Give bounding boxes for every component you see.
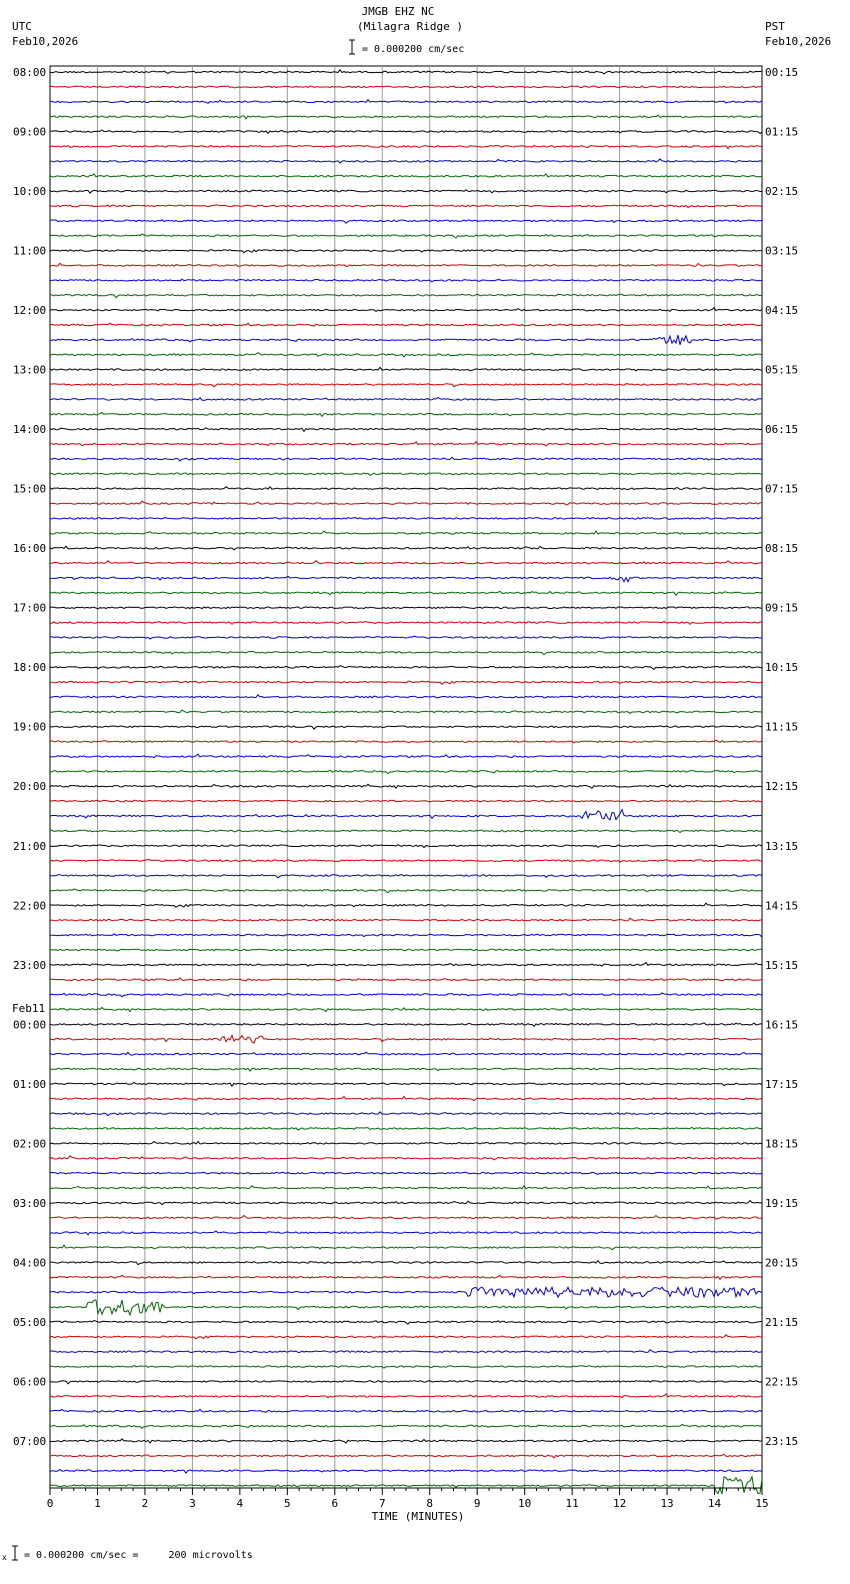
- trace-row-38: [50, 636, 762, 639]
- utc-hour-label: 21:00: [13, 839, 47, 853]
- trace-row-94: [50, 1469, 762, 1473]
- pst-hour-label: 05:15: [765, 363, 799, 377]
- svg-text:x: x: [2, 1553, 7, 1562]
- trace-row-82: [50, 1287, 762, 1297]
- trace-row-50: [50, 810, 762, 820]
- trace-row-63: [50, 1007, 762, 1011]
- trace-row-41: [50, 681, 762, 684]
- trace-row-51: [50, 830, 762, 833]
- trace-row-90: [50, 1409, 762, 1412]
- trace-row-16: [50, 308, 762, 312]
- scale-bar-icon: [349, 40, 355, 54]
- trace-row-79: [50, 1245, 762, 1250]
- x-tick-label: 5: [284, 1497, 291, 1510]
- trace-row-76: [50, 1201, 762, 1205]
- trace-row-77: [50, 1216, 762, 1220]
- pst-hour-label: 08:15: [765, 542, 799, 556]
- utc-hour-label: 07:00: [13, 1434, 47, 1448]
- seismic-traces: [50, 70, 762, 1494]
- pst-hour-label: 18:15: [765, 1137, 799, 1151]
- trace-row-28: [50, 487, 762, 490]
- trace-row-52: [50, 845, 762, 848]
- trace-row-73: [50, 1156, 762, 1160]
- trace-row-5: [50, 145, 762, 148]
- pst-hour-label: 23:15: [765, 1434, 799, 1448]
- trace-row-89: [50, 1394, 762, 1398]
- x-tick-label: 7: [378, 1497, 386, 1510]
- trace-row-86: [50, 1350, 762, 1353]
- x-tick-label: 10: [518, 1497, 532, 1510]
- trace-row-65: [50, 1035, 762, 1043]
- trace-row-83: [50, 1300, 762, 1315]
- x-tick-label: 9: [473, 1497, 481, 1510]
- pst-hour-label: 12:15: [765, 780, 799, 794]
- trace-row-26: [50, 457, 762, 461]
- trace-row-60: [50, 963, 762, 967]
- pst-hour-label: 17:15: [765, 1077, 799, 1091]
- x-axis-label: TIME (MINUTES): [371, 1510, 465, 1523]
- trace-row-18: [50, 335, 762, 345]
- x-tick-label: 15: [755, 1497, 769, 1510]
- trace-row-17: [50, 323, 762, 326]
- utc-hour-labels: [13, 66, 46, 1448]
- utc-hour-label: 11:00: [13, 244, 47, 258]
- utc-hour-label: 17:00: [13, 601, 47, 615]
- pst-hour-label: 04:15: [765, 304, 799, 318]
- trace-row-81: [50, 1275, 762, 1279]
- utc-hour-label: 19:00: [13, 720, 47, 734]
- pst-hour-label: 13:15: [765, 839, 799, 853]
- trace-row-35: [50, 591, 762, 595]
- trace-row-54: [50, 875, 762, 878]
- trace-row-59: [50, 949, 762, 951]
- trace-row-2: [50, 100, 762, 104]
- pst-hour-label: 15:15: [765, 958, 799, 972]
- pst-hour-label: 19:15: [765, 1196, 799, 1210]
- trace-row-45: [50, 740, 762, 743]
- station-title: JMGB EHZ NC: [361, 5, 435, 18]
- x-tick-label: 6: [331, 1497, 339, 1510]
- pst-hour-label: 03:15: [765, 244, 799, 258]
- trace-row-57: [50, 918, 762, 921]
- trace-row-34: [50, 576, 762, 581]
- pst-hour-label: 09:15: [765, 601, 799, 615]
- x-tick-label: 4: [236, 1497, 244, 1510]
- trace-row-22: [50, 397, 762, 400]
- trace-row-36: [50, 607, 762, 609]
- scale-label: = 0.000200 cm/sec: [362, 44, 465, 55]
- trace-row-88: [50, 1381, 762, 1384]
- trace-row-11: [50, 234, 762, 238]
- utc-hour-label: 05:00: [13, 1315, 47, 1329]
- station-location: (Milagra Ridge ): [357, 20, 463, 33]
- x-tick-label: 14: [707, 1497, 722, 1510]
- trace-row-20: [50, 367, 762, 371]
- utc-hour-label: 22:00: [13, 899, 47, 913]
- trace-row-30: [50, 518, 762, 520]
- date-change-label: Feb11: [12, 1002, 46, 1015]
- trace-row-24: [50, 428, 762, 432]
- utc-hour-label: 01:00: [13, 1077, 47, 1091]
- trace-row-0: [50, 70, 762, 74]
- trace-row-10: [50, 220, 762, 223]
- trace-row-23: [50, 413, 762, 417]
- pst-hour-label: 20:15: [765, 1256, 799, 1270]
- trace-row-40: [50, 666, 762, 670]
- trace-row-92: [50, 1439, 762, 1443]
- left-date: Feb10,2026: [12, 35, 79, 48]
- plot-frame: [50, 66, 762, 1488]
- trace-row-6: [50, 159, 762, 163]
- utc-hour-label: 00:00: [13, 1018, 47, 1032]
- utc-hour-label: 09:00: [13, 125, 47, 139]
- x-tick-label: 12: [612, 1497, 627, 1510]
- utc-hour-label: 04:00: [13, 1256, 47, 1270]
- trace-row-95: [50, 1477, 762, 1494]
- trace-row-66: [50, 1052, 762, 1055]
- utc-hour-label: 14:00: [13, 423, 47, 437]
- trace-row-61: [50, 978, 762, 981]
- trace-row-72: [50, 1142, 762, 1145]
- trace-row-39: [50, 651, 762, 654]
- pst-hour-label: 00:15: [765, 66, 799, 79]
- left-timezone: UTC: [12, 20, 32, 33]
- trace-row-71: [50, 1127, 762, 1130]
- trace-row-27: [50, 473, 762, 475]
- trace-row-29: [50, 501, 762, 505]
- pst-hour-labels: [765, 66, 798, 1448]
- trace-row-3: [50, 115, 762, 119]
- trace-row-43: [50, 710, 762, 714]
- trace-row-33: [50, 561, 762, 564]
- trace-row-67: [50, 1068, 762, 1071]
- trace-row-78: [50, 1231, 762, 1235]
- x-tick-label: 13: [660, 1497, 674, 1510]
- pst-hour-label: 16:15: [765, 1018, 799, 1032]
- trace-row-14: [50, 279, 762, 282]
- utc-hour-label: 08:00: [13, 66, 47, 79]
- x-tick-label: 3: [189, 1497, 196, 1510]
- trace-row-44: [50, 726, 762, 729]
- utc-hour-label: 20:00: [13, 780, 47, 794]
- trace-row-8: [50, 190, 762, 193]
- trace-row-49: [50, 800, 762, 802]
- utc-hour-label: 23:00: [13, 958, 47, 972]
- trace-row-80: [50, 1261, 762, 1265]
- x-tick-label: 1: [94, 1497, 101, 1510]
- trace-row-13: [50, 263, 762, 266]
- pst-hour-label: 07:15: [765, 482, 799, 496]
- utc-hour-label: 16:00: [13, 542, 47, 556]
- trace-row-21: [50, 384, 762, 387]
- utc-hour-label: 12:00: [13, 304, 47, 318]
- trace-row-19: [50, 353, 762, 357]
- utc-hour-label: 13:00: [13, 363, 47, 377]
- trace-row-91: [50, 1424, 762, 1428]
- pst-hour-label: 21:15: [765, 1315, 799, 1329]
- trace-row-15: [50, 294, 762, 297]
- footer-scale-bar-icon: [2, 1546, 18, 1562]
- footer-scale-note: = 0.000200 cm/sec = 200 microvolts: [24, 1550, 253, 1561]
- utc-hour-label: 03:00: [13, 1196, 47, 1210]
- pst-hour-label: 02:15: [765, 185, 799, 199]
- trace-row-4: [50, 130, 762, 134]
- trace-row-58: [50, 934, 762, 938]
- trace-row-25: [50, 442, 762, 446]
- trace-row-9: [50, 205, 762, 208]
- pst-hour-label: 06:15: [765, 423, 799, 437]
- right-date: Feb10,2026: [765, 35, 832, 48]
- trace-row-93: [50, 1454, 762, 1458]
- trace-row-75: [50, 1186, 762, 1190]
- trace-row-32: [50, 546, 762, 550]
- trace-row-48: [50, 784, 762, 788]
- utc-hour-label: 02:00: [13, 1137, 47, 1151]
- trace-row-12: [50, 250, 762, 253]
- trace-row-47: [50, 770, 762, 774]
- pst-hour-label: 10:15: [765, 661, 799, 675]
- right-timezone: PST: [765, 20, 785, 33]
- trace-row-56: [50, 903, 762, 907]
- utc-hour-label: 18:00: [13, 661, 47, 675]
- utc-hour-label: 06:00: [13, 1375, 47, 1389]
- trace-row-84: [50, 1320, 762, 1324]
- trace-row-42: [50, 695, 762, 698]
- trace-row-7: [50, 174, 762, 177]
- x-tick-label: 8: [426, 1497, 434, 1510]
- trace-row-69: [50, 1096, 762, 1100]
- trace-row-68: [50, 1082, 762, 1086]
- utc-hour-label: 15:00: [13, 482, 47, 496]
- trace-row-37: [50, 621, 762, 624]
- trace-row-87: [50, 1365, 762, 1368]
- x-tick-label: 0: [46, 1497, 54, 1510]
- trace-row-55: [50, 889, 762, 893]
- trace-row-62: [50, 993, 762, 997]
- pst-hour-label: 14:15: [765, 899, 799, 913]
- utc-hour-label: 10:00: [13, 185, 47, 199]
- trace-row-53: [50, 859, 762, 862]
- trace-row-85: [50, 1335, 762, 1339]
- pst-hour-label: 22:15: [765, 1375, 799, 1389]
- trace-row-46: [50, 754, 762, 758]
- x-axis: [47, 1488, 769, 1510]
- x-tick-label: 2: [141, 1497, 149, 1510]
- trace-row-74: [50, 1172, 762, 1174]
- x-tick-label: 11: [565, 1497, 579, 1510]
- pst-hour-label: 01:15: [765, 125, 799, 139]
- trace-row-64: [50, 1023, 762, 1027]
- trace-row-31: [50, 531, 762, 534]
- trace-row-1: [50, 86, 762, 88]
- pst-hour-label: 11:15: [765, 720, 799, 734]
- trace-row-70: [50, 1112, 762, 1116]
